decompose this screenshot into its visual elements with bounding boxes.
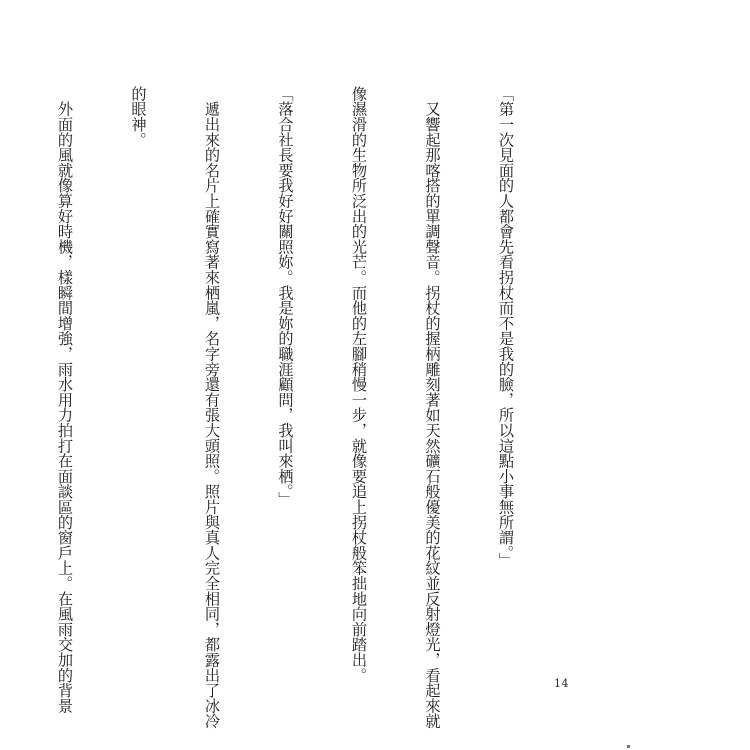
page-number: 14 bbox=[554, 677, 569, 690]
text-line: 外面的風就像算好時機，樣瞬間增強，雨水用力拍打在面談區的窗戶上。在風雨交加的背景 bbox=[56, 86, 74, 714]
text-line: 遞出來的名片上確實寫著來栖嵐，名字旁還有張大頭照。照片與真人完全相同，都露出了冰冷 bbox=[203, 86, 221, 729]
text-line: 又響起那喀搭的單調聲音。拐杖的握柄雕刻著如天然礦石般優美的花紋並反射燈光，看起來就 bbox=[423, 86, 442, 729]
text-line bbox=[0, 86, 4, 646]
text-line: 「落合社長要我好好關照妳。我是妳的職涯顧問，我叫來栖。」 bbox=[276, 86, 295, 507]
text-line: 「第一次見面的人都會先看拐杖而不是我的臉，所以這點小事無所謂。」 bbox=[497, 86, 515, 568]
text-line: 的眼神。 bbox=[129, 86, 148, 148]
text-line: 像濕滑的生物所泛出的光芒。而他的左腳稍慢一步，就像要追上拐杖般笨拙地向前踏出。 bbox=[350, 86, 368, 683]
scan-speck bbox=[627, 745, 630, 748]
